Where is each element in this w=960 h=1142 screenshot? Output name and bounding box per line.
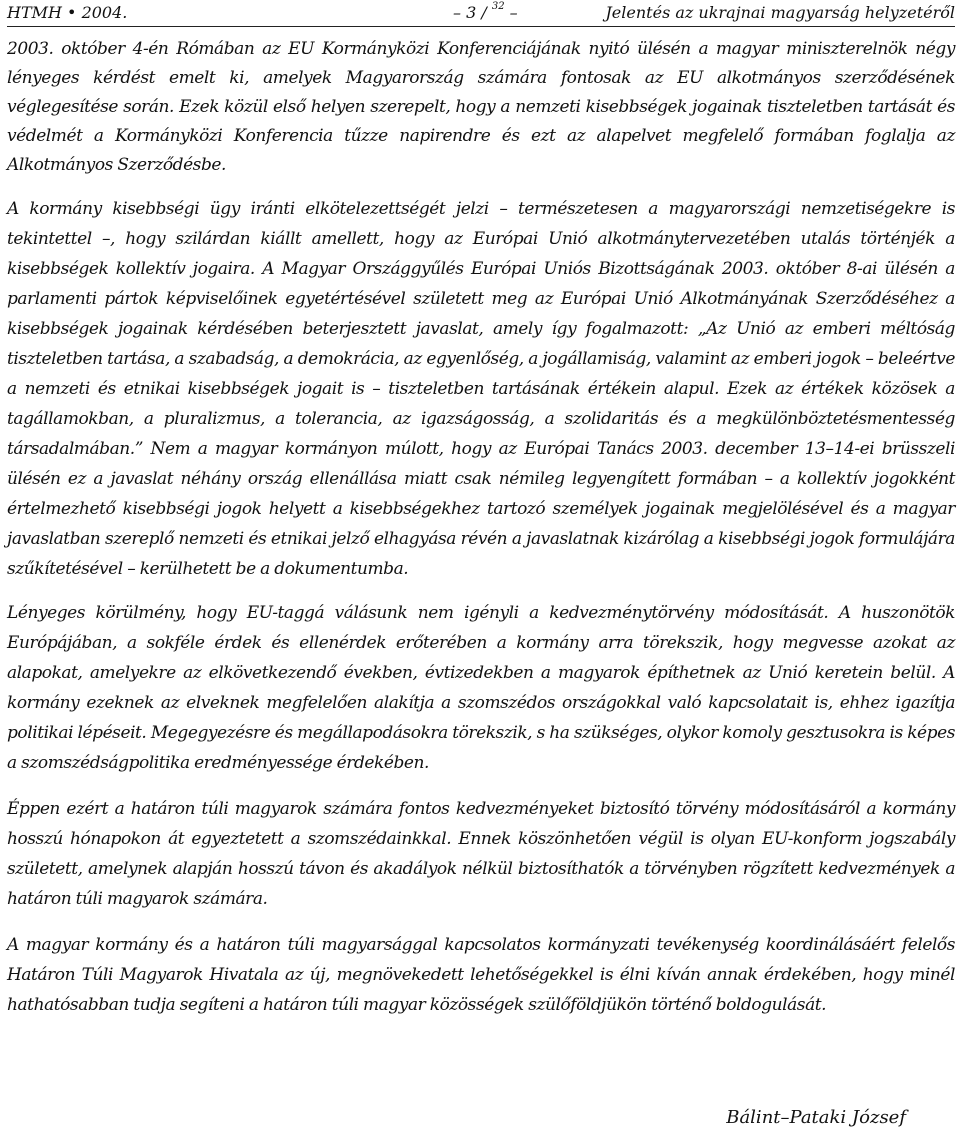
page-number-tail: –	[504, 3, 518, 22]
running-header	[7, 0, 955, 27]
header-left: HTMH • 2004.	[7, 3, 128, 22]
author-signature: Bálint–Pataki József	[726, 1107, 906, 1128]
paragraph-1: 2003. október 4-én Rómában az EU Kormányközi Konferenciájának nyitó ülésén a magyar miniszterelnök négy lényeges kérdést emelt ki, amelyek Magyarország számára fontosak az EU alkotmányos szerződésének véglegesítése során. Ezek közül első helyen szerepelt, hogy a nemzeti kisebbségek jogainak tiszteletben tartását és védelmét a Kormányközi Konferencia tűzze napirendre és ezt az alapelvet megfelelő formában foglalja az Alkotmányos Szerződésbe.	[7, 39, 955, 175]
page-number-current: – 3 /	[453, 3, 487, 22]
page-number-total: 32	[491, 1, 505, 12]
paragraph-4: Éppen ezért a határon túli magyarok számára fontos kedvezményeket biztosító törvény módosításáról a kormány hosszú hónapokon át egyeztetett a szomszédainkkal. Ennek köszönhetően végül is olyan EU-konform jogszabály született, amelynek alapján hosszú távon és akadályok nélkül biztosíthatók a törvényben rögzített kedvezmények a határon túli magyarok számára.	[7, 799, 955, 909]
body-text	[7, 35, 955, 1020]
paragraph-5: A magyar kormány és a határon túli magyarsággal kapcsolatos kormányzati tevékenység koordinálásáért felelős Határon Túli Magyarok Hivatala az új, megnövekedett lehetőségekkel is élni kíván annak érdekében, hogy minél hathatósabban tudja segíteni a határon túli magyar közösségek szülőföldjükön történő boldogulását.	[7, 935, 955, 1015]
page-number	[453, 0, 518, 26]
paragraph-2: A kormány kisebbségi ügy iránti elkötelezettségét jelzi – természetesen a magyarországi nemzetiségekre is tekintettel –, hogy szilárdan kiállt amellett, hogy az Európai Unió alkotmánytervezetében utalás történjék a kisebbségek kollektív jogaira. A Magyar Országgyűlés Európai Uniós Bizottságának 2003. október 8-ai ülésén a parlamenti pártok képviselőinek egyetértésével született meg az Európai Unió Alkotmányának Szerződéséhez a kisebbségek jogainak kérdésében beterjesztett javaslat, amely így fogalmazott: „Az Unió az emberi méltóság tiszteletben tartása, a szabadság, a demokrácia, az egyenlőség, a jogállamiság, valamint az emberi jogok – beleértve a nemzeti és etnikai kisebbségek jogait is – tiszteletben tartásának értékein alapul. Ezek az értékek közösek a tagállamokban, a pluralizmus, a tolerancia, az igazságosság, a szolidaritás és a megkülönböztetésmentesség társadalmában.” Nem a magyar kormányon múlott, hogy az Európai Tanács 2003. december 13–14-ei brüsszeli ülésén ez a javaslat néhány ország ellenállása miatt csak némileg legyengített formában – a kollektív jogokként értelmezhető kisebbségi jogok helyett a kisebbségekhez tartozó személyek jogainak megjelölésével és a magyar javaslatban szereplő nemzeti és etnikai jelző elhagyása révén a javaslatnak kizárólag a kisebbségi jogok formulájára szűkítetésével – kerülhetett be a dokumentumba.	[7, 199, 955, 579]
document-page	[7, 0, 955, 1142]
header-right: Jelentés az ukrajnai magyarság helyzetéről	[605, 3, 955, 22]
paragraph-3: Lényeges körülmény, hogy EU-taggá válásunk nem igényli a kedvezménytörvény módosítását. A huszonötök Európájában, a sokféle érdek és ellenérdek erőterében a kormány arra törekszik, hogy megvesse azokat az alapokat, amelyekre az elkövetkezendő években, évtizedekben a magyarok építhetnek az Unió keretein belül. A kormány ezeknek az elveknek megfelelően alakítja a szomszédos országokkal való kapcsolatait is, ehhez igazítja politikai lépéseit. Megegyezésre és megállapodásokra törekszik, s ha szükséges, olykor komoly gesztusokra is képes a szomszédságpolitika eredményessége érdekében.	[7, 603, 955, 773]
